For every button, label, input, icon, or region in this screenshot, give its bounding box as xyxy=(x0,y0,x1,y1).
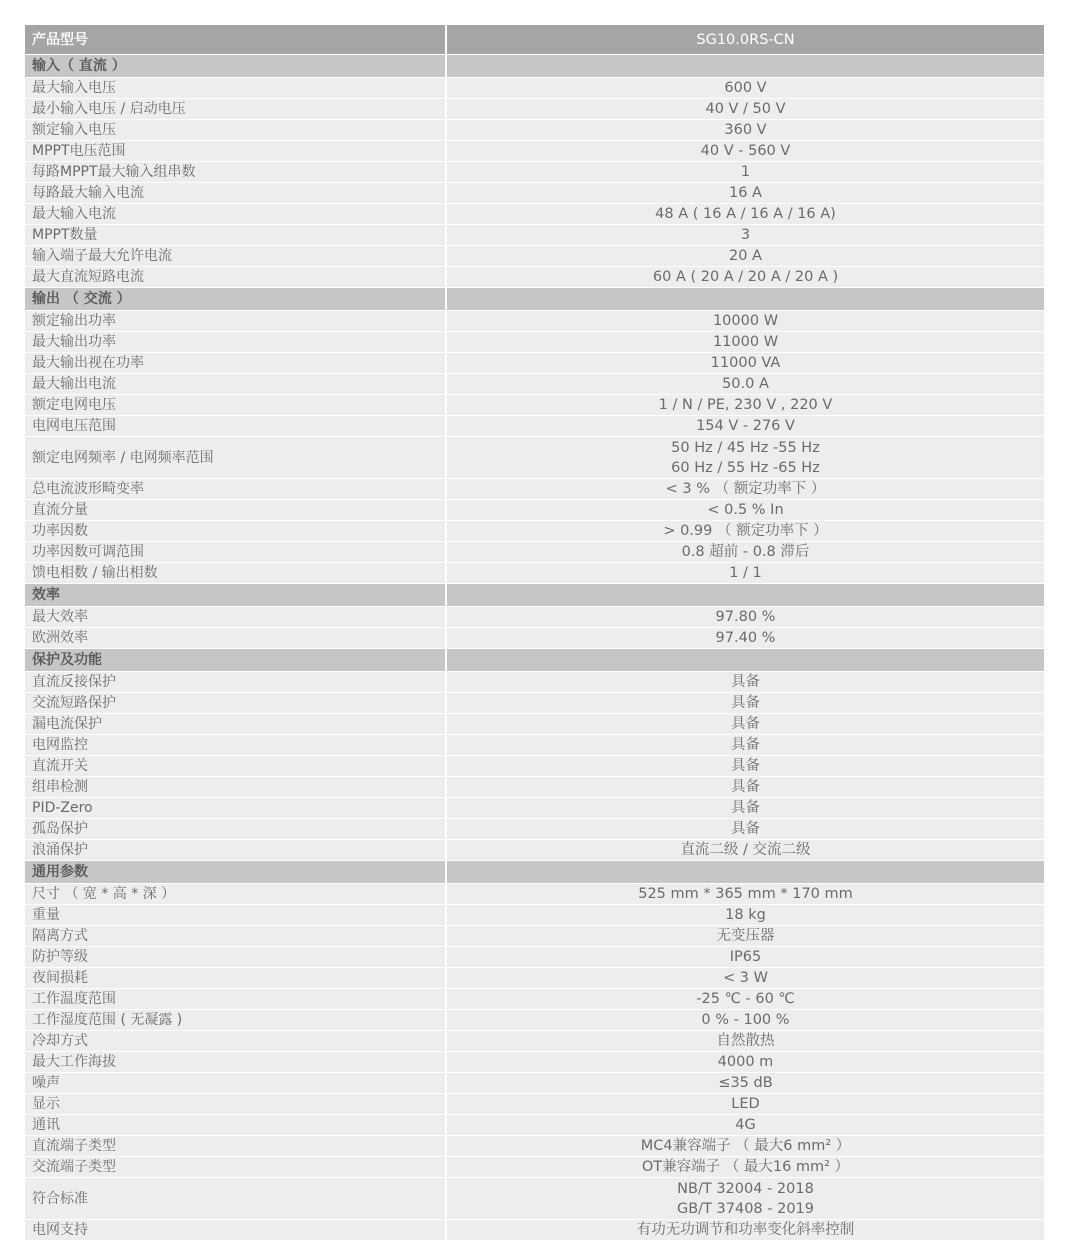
spec-value: 具备 xyxy=(447,777,1044,797)
spec-value: 525 mm * 365 mm * 170 mm xyxy=(447,884,1044,904)
table-row xyxy=(25,1115,1044,1136)
table-row xyxy=(25,1073,1044,1094)
spec-label: 组串检测 xyxy=(25,777,445,797)
spec-value: NB/T 32004 - 2018 GB/T 37408 - 2019 xyxy=(447,1178,1044,1219)
spec-value: ≤35 dB xyxy=(447,1073,1044,1093)
table-row xyxy=(25,332,1044,353)
table-row xyxy=(25,926,1044,947)
spec-label: 符合标准 xyxy=(25,1178,445,1219)
spec-label: 最小输入电压 / 启动电压 xyxy=(25,99,445,119)
spec-label: 噪声 xyxy=(25,1073,445,1093)
spec-label: MPPT数量 xyxy=(25,225,445,245)
spec-label: 额定电网电压 xyxy=(25,395,445,415)
spec-label: 直流端子类型 xyxy=(25,1136,445,1156)
table-row xyxy=(25,884,1044,905)
section-header-row xyxy=(25,649,1044,672)
spec-value: 154 V - 276 V xyxy=(447,416,1044,436)
section-header-row xyxy=(25,861,1044,884)
spec-value: 48 A ( 16 A / 16 A / 16 A) xyxy=(447,204,1044,224)
table-row xyxy=(25,714,1044,735)
spec-value: 具备 xyxy=(447,735,1044,755)
table-row xyxy=(25,162,1044,183)
table-row xyxy=(25,183,1044,204)
table-row xyxy=(25,437,1044,479)
table-row xyxy=(25,840,1044,861)
spec-value: 18 kg xyxy=(447,905,1044,925)
section-value-empty xyxy=(447,584,1044,606)
spec-label: 输入端子最大允许电流 xyxy=(25,246,445,266)
spec-value: 600 V xyxy=(447,78,1044,98)
spec-value: 97.80 % xyxy=(447,607,1044,627)
table-row xyxy=(25,204,1044,225)
spec-value: LED xyxy=(447,1094,1044,1114)
table-row xyxy=(25,311,1044,332)
table-row xyxy=(25,672,1044,693)
spec-label: 欧洲效率 xyxy=(25,628,445,648)
spec-value: 40 V - 560 V xyxy=(447,141,1044,161)
table-row xyxy=(25,607,1044,628)
header-label: 产品型号 xyxy=(25,25,445,54)
table-row xyxy=(25,968,1044,989)
section-value-empty xyxy=(447,55,1044,77)
spec-label: 额定输入电压 xyxy=(25,120,445,140)
spec-rows xyxy=(25,55,1044,1241)
table-row xyxy=(25,1157,1044,1178)
table-row xyxy=(25,628,1044,649)
spec-value: 具备 xyxy=(447,798,1044,818)
section-title: 效率 xyxy=(25,584,445,606)
table-row xyxy=(25,756,1044,777)
table-row xyxy=(25,521,1044,542)
spec-label: MPPT电压范围 xyxy=(25,141,445,161)
spec-value: MC4兼容端子 （ 最大6 mm² ） xyxy=(447,1136,1044,1156)
spec-label: 防护等级 xyxy=(25,947,445,967)
spec-value: OT兼容端子 （ 最大16 mm² ） xyxy=(447,1157,1044,1177)
spec-value: 有功无功调节和功率变化斜率控制 xyxy=(447,1220,1044,1240)
table-row xyxy=(25,1010,1044,1031)
spec-value: < 3 % （ 额定功率下 ） xyxy=(447,479,1044,499)
spec-label: 额定输出功率 xyxy=(25,311,445,331)
section-title: 保护及功能 xyxy=(25,649,445,671)
spec-label: 重量 xyxy=(25,905,445,925)
table-row xyxy=(25,693,1044,714)
table-row xyxy=(25,99,1044,120)
table-row xyxy=(25,1220,1044,1241)
spec-value: 3 xyxy=(447,225,1044,245)
spec-value: 16 A xyxy=(447,183,1044,203)
spec-label: 馈电相数 / 输出相数 xyxy=(25,563,445,583)
spec-label: 最大输入电压 xyxy=(25,78,445,98)
spec-label: 尺寸 （ 宽 * 高 * 深 ） xyxy=(25,884,445,904)
spec-value: > 0.99 （ 额定功率下 ） xyxy=(447,521,1044,541)
spec-label: 孤岛保护 xyxy=(25,819,445,839)
spec-value: 4000 m xyxy=(447,1052,1044,1072)
spec-label: 最大输出视在功率 xyxy=(25,353,445,373)
section-header-row xyxy=(25,55,1044,78)
spec-label: 每路最大输入电流 xyxy=(25,183,445,203)
spec-label: 直流分量 xyxy=(25,500,445,520)
spec-value: < 0.5 % In xyxy=(447,500,1044,520)
spec-label: 最大直流短路电流 xyxy=(25,267,445,287)
spec-label: 电网电压范围 xyxy=(25,416,445,436)
spec-label: PID-Zero xyxy=(25,798,445,818)
table-row xyxy=(25,819,1044,840)
table-row xyxy=(25,78,1044,99)
spec-label: 额定电网频率 / 电网频率范围 xyxy=(25,437,445,478)
spec-value: -25 ℃ - 60 ℃ xyxy=(447,989,1044,1009)
spec-label: 功率因数可调范围 xyxy=(25,542,445,562)
spec-value: 自然散热 xyxy=(447,1031,1044,1051)
spec-value: 具备 xyxy=(447,819,1044,839)
spec-label: 直流反接保护 xyxy=(25,672,445,692)
spec-label: 漏电流保护 xyxy=(25,714,445,734)
table-row xyxy=(25,120,1044,141)
spec-value: 97.40 % xyxy=(447,628,1044,648)
section-value-empty xyxy=(447,649,1044,671)
section-value-empty xyxy=(447,288,1044,310)
spec-label: 最大效率 xyxy=(25,607,445,627)
spec-value: 10000 W xyxy=(447,311,1044,331)
table-row xyxy=(25,225,1044,246)
section-value-empty xyxy=(447,861,1044,883)
spec-value: 具备 xyxy=(447,672,1044,692)
table-row xyxy=(25,246,1044,267)
table-row xyxy=(25,563,1044,584)
spec-label: 功率因数 xyxy=(25,521,445,541)
table-row xyxy=(25,141,1044,162)
table-row xyxy=(25,542,1044,563)
table-row xyxy=(25,989,1044,1010)
table-row xyxy=(25,374,1044,395)
spec-value: 具备 xyxy=(447,756,1044,776)
spec-label: 最大输出电流 xyxy=(25,374,445,394)
spec-value: 具备 xyxy=(447,693,1044,713)
spec-value: 1 / 1 xyxy=(447,563,1044,583)
spec-value: 60 A ( 20 A / 20 A / 20 A ) xyxy=(447,267,1044,287)
spec-value: 360 V xyxy=(447,120,1044,140)
spec-value: 0.8 超前 - 0.8 滞后 xyxy=(447,542,1044,562)
section-title: 输出 （ 交流 ） xyxy=(25,288,445,310)
table-row xyxy=(25,500,1044,521)
table-row xyxy=(25,395,1044,416)
spec-label: 交流短路保护 xyxy=(25,693,445,713)
spec-label: 工作湿度范围 ( 无凝露 ) xyxy=(25,1010,445,1030)
table-row xyxy=(25,735,1044,756)
section-title: 通用参数 xyxy=(25,861,445,883)
section-header-row xyxy=(25,584,1044,607)
spec-value: 4G xyxy=(447,1115,1044,1135)
spec-label: 电网支持 xyxy=(25,1220,445,1240)
table-row xyxy=(25,1031,1044,1052)
spec-value: 直流二级 / 交流二级 xyxy=(447,840,1044,860)
table-row xyxy=(25,353,1044,374)
spec-label: 冷却方式 xyxy=(25,1031,445,1051)
spec-value: < 3 W xyxy=(447,968,1044,988)
spec-value: 0 % - 100 % xyxy=(447,1010,1044,1030)
spec-value: 11000 W xyxy=(447,332,1044,352)
spec-value: 1 / N / PE, 230 V , 220 V xyxy=(447,395,1044,415)
table-row xyxy=(25,1094,1044,1115)
table-row xyxy=(25,947,1044,968)
spec-value: 50.0 A xyxy=(447,374,1044,394)
table-row xyxy=(25,267,1044,288)
spec-label: 最大输入电流 xyxy=(25,204,445,224)
section-title: 输入（ 直流 ） xyxy=(25,55,445,77)
spec-label: 总电流波形畸变率 xyxy=(25,479,445,499)
spec-value: 40 V / 50 V xyxy=(447,99,1044,119)
spec-label: 每路MPPT最大输入组串数 xyxy=(25,162,445,182)
spec-value: 1 xyxy=(447,162,1044,182)
table-row xyxy=(25,416,1044,437)
spec-label: 夜间损耗 xyxy=(25,968,445,988)
spec-label: 隔离方式 xyxy=(25,926,445,946)
spec-value: 具备 xyxy=(447,714,1044,734)
spec-label: 最大工作海拔 xyxy=(25,1052,445,1072)
spec-label: 通讯 xyxy=(25,1115,445,1135)
spec-value: 11000 VA xyxy=(447,353,1044,373)
header-model: SG10.0RS-CN xyxy=(447,25,1044,54)
spec-label: 显示 xyxy=(25,1094,445,1114)
spec-label: 交流端子类型 xyxy=(25,1157,445,1177)
section-header-row xyxy=(25,288,1044,311)
spec-value: 50 Hz / 45 Hz -55 Hz 60 Hz / 55 Hz -65 Hz xyxy=(447,437,1044,478)
spec-label: 电网监控 xyxy=(25,735,445,755)
spec-label: 直流开关 xyxy=(25,756,445,776)
spec-value: IP65 xyxy=(447,947,1044,967)
spec-label: 工作温度范围 xyxy=(25,989,445,1009)
spec-label: 浪涌保护 xyxy=(25,840,445,860)
spec-value: 20 A xyxy=(447,246,1044,266)
spec-table xyxy=(25,25,1044,1241)
table-row xyxy=(25,1178,1044,1220)
table-row xyxy=(25,479,1044,500)
table-row xyxy=(25,798,1044,819)
spec-value: 无变压器 xyxy=(447,926,1044,946)
table-row xyxy=(25,777,1044,798)
table-row xyxy=(25,1052,1044,1073)
table-row xyxy=(25,905,1044,926)
table-header-row xyxy=(25,25,1044,55)
spec-label: 最大输出功率 xyxy=(25,332,445,352)
table-row xyxy=(25,1136,1044,1157)
